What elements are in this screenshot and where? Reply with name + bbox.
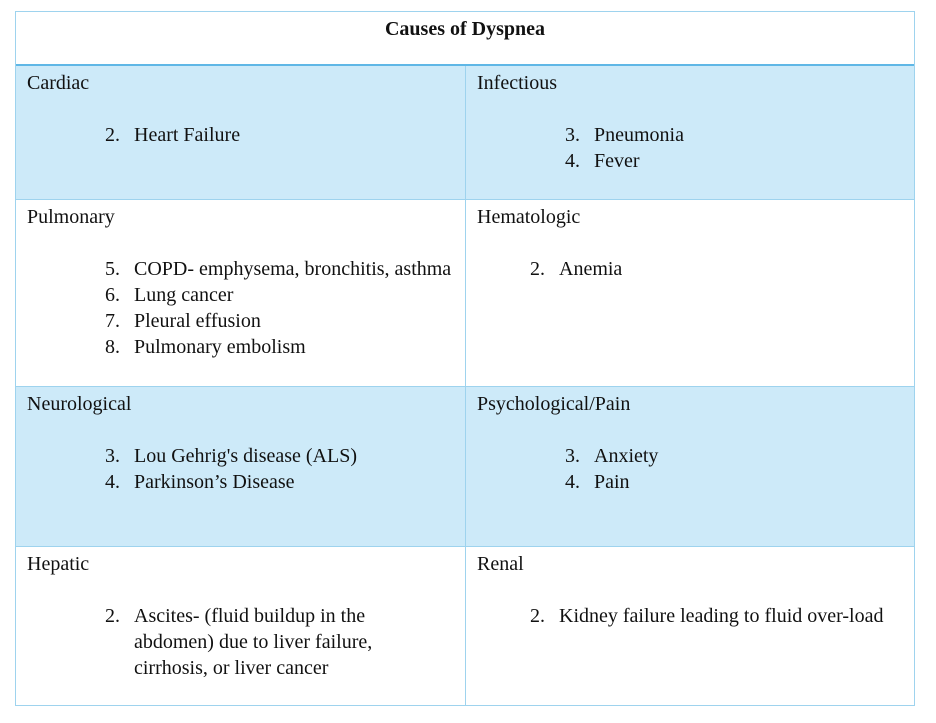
item-number: 2.: [530, 605, 545, 627]
table-row: [16, 66, 914, 200]
item-number: 4.: [565, 150, 580, 172]
cell-psychological-pain: [465, 387, 914, 546]
item-text: Anxiety: [594, 445, 659, 467]
category-label: Cardiac: [27, 72, 90, 94]
item-number: 2.: [105, 124, 120, 146]
item-text: Pleural effusion: [134, 310, 261, 332]
item-text: Pulmonary embolism: [134, 336, 306, 358]
dyspnea-causes-table: [15, 11, 915, 706]
item-text: Pneumonia: [594, 124, 684, 146]
item-number: 4.: [105, 471, 120, 493]
list-item: [86, 282, 455, 308]
list-item: [511, 603, 904, 643]
list-item: [86, 603, 455, 681]
item-text: Parkinson’s Disease: [134, 471, 295, 493]
category-label: Hematologic: [477, 206, 581, 228]
item-text: COPD- emphysema, bronchitis, asthma: [134, 258, 452, 280]
item-number: 8.: [105, 336, 120, 358]
list-item: [546, 122, 904, 148]
category-label: Neurological: [27, 393, 132, 415]
cell-cardiac: [16, 66, 465, 199]
list-item: [86, 469, 455, 495]
list-item: [511, 256, 904, 282]
item-number: 3.: [565, 445, 580, 467]
list-item: [546, 443, 904, 469]
cause-list: [546, 443, 904, 495]
category-label: Renal: [477, 553, 524, 575]
cause-list: [546, 122, 904, 174]
table-row: [16, 547, 914, 705]
cause-list: [86, 443, 455, 495]
list-item: [546, 148, 904, 174]
cause-list: [86, 122, 455, 148]
item-number: 2.: [105, 605, 120, 627]
item-text: Heart Failure: [134, 124, 241, 146]
list-item: [86, 122, 455, 148]
item-number: 2.: [530, 258, 545, 280]
item-text: Lou Gehrig's disease (ALS): [134, 445, 357, 467]
cell-infectious: [465, 66, 914, 199]
cell-hepatic: [16, 547, 465, 705]
item-number: 3.: [105, 445, 120, 467]
table-title: Causes of Dyspnea: [16, 12, 914, 66]
category-label: Hepatic: [27, 553, 90, 575]
category-label: Infectious: [477, 72, 557, 94]
item-text: Ascites- (fluid buildup in the abdomen) due to liver failure, cirrhosis, or liver cancer: [134, 605, 373, 679]
item-text: Pain: [594, 471, 630, 493]
cause-list: [86, 256, 455, 360]
cause-list: [511, 256, 904, 282]
cause-list: [86, 603, 455, 681]
table-row: [16, 200, 914, 387]
item-number: 6.: [105, 284, 120, 306]
cell-hematologic: [465, 200, 914, 386]
list-item: [546, 469, 904, 495]
item-text: Anemia: [559, 258, 623, 280]
item-number: 7.: [105, 310, 120, 332]
list-item: [86, 256, 455, 282]
list-item: [86, 443, 455, 469]
item-text: Kidney failure leading to fluid over-load: [559, 605, 884, 627]
cell-neurological: [16, 387, 465, 546]
item-number: 4.: [565, 471, 580, 493]
item-text: Fever: [594, 150, 640, 172]
table-row: [16, 387, 914, 547]
category-label: Pulmonary: [27, 206, 115, 228]
cause-list: [511, 603, 904, 643]
cell-renal: [465, 547, 914, 705]
cell-pulmonary: [16, 200, 465, 386]
list-item: [86, 334, 455, 360]
item-text: Lung cancer: [134, 284, 234, 306]
item-number: 5.: [105, 258, 120, 280]
category-label: Psychological/Pain: [477, 393, 631, 415]
list-item: [86, 308, 455, 334]
item-number: 3.: [565, 124, 580, 146]
